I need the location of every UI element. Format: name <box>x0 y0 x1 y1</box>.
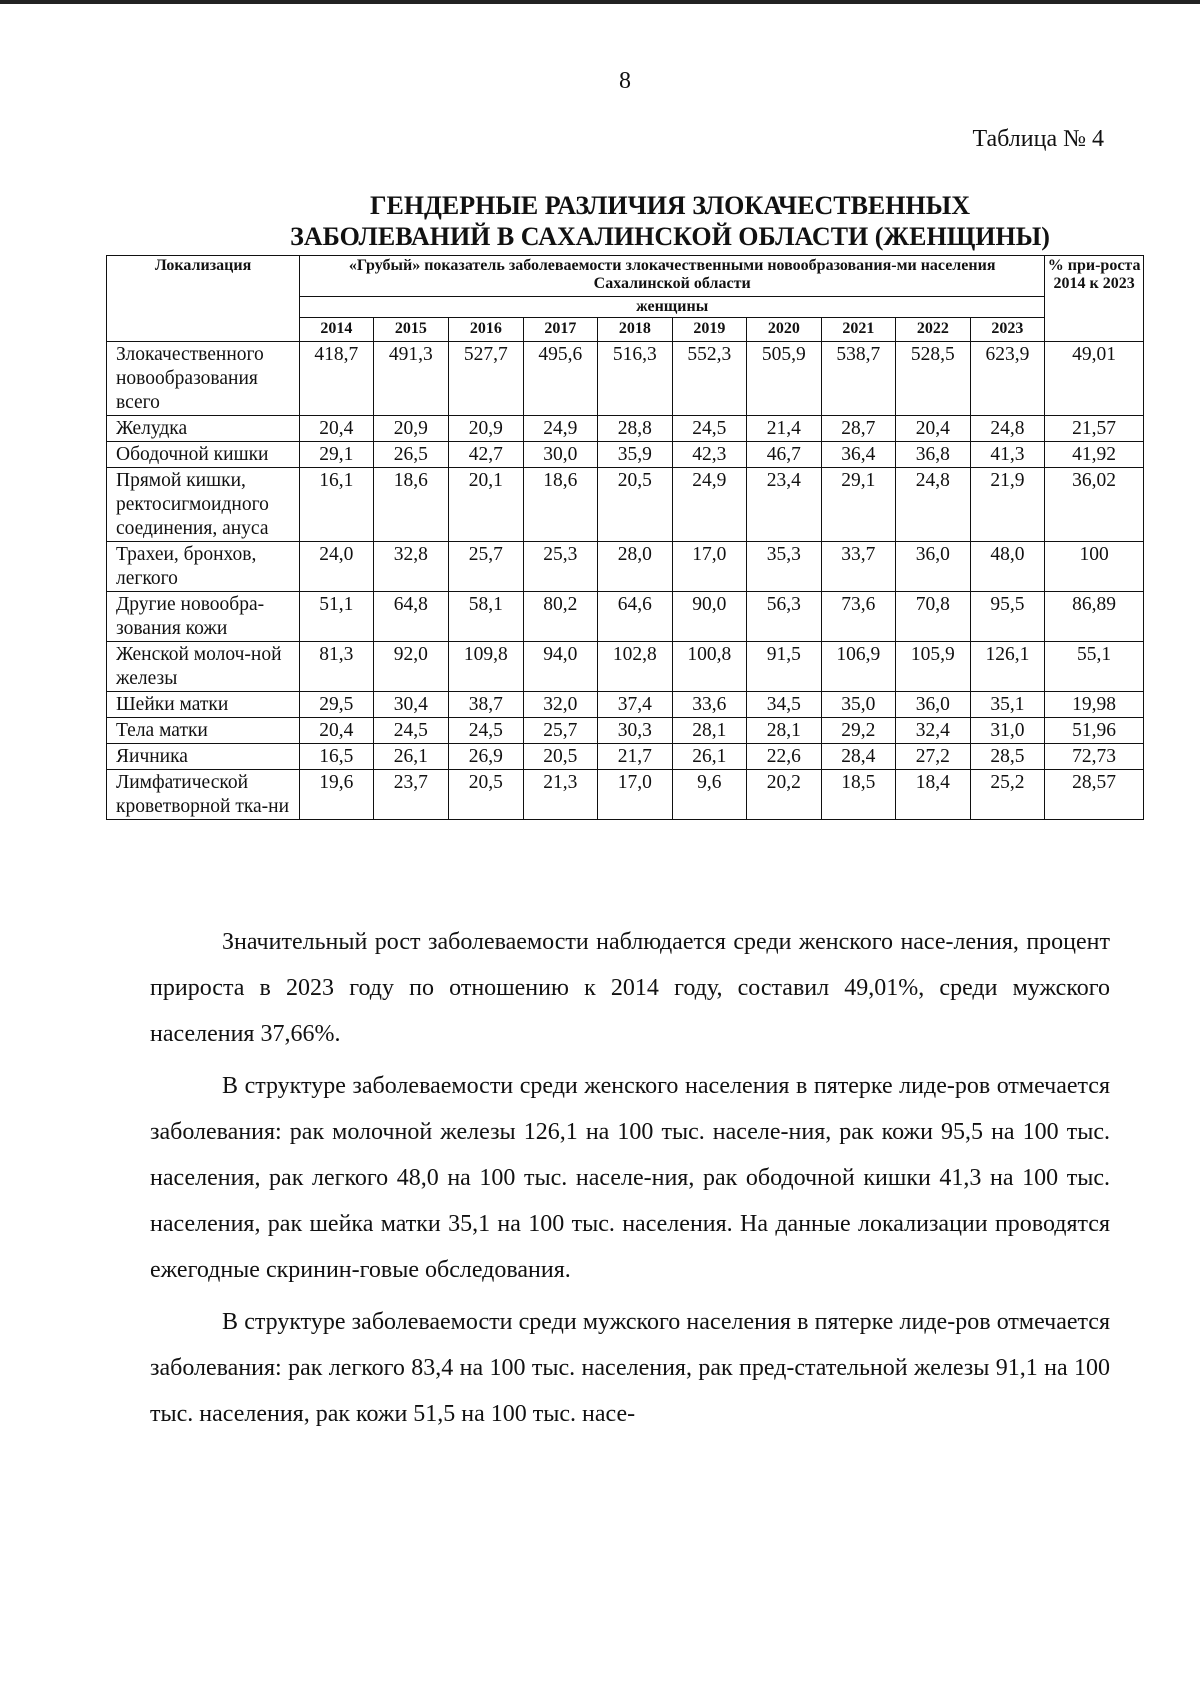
value-cell: 51,1 <box>300 592 373 642</box>
value-cell: 552,3 <box>672 342 747 416</box>
table-row <box>107 592 1144 642</box>
table-body <box>107 342 1144 820</box>
value-cell: 505,9 <box>747 342 822 416</box>
row-label: Женской молоч-ной железы <box>107 642 300 692</box>
value-cell: 109,8 <box>449 642 524 692</box>
value-cell: 25,7 <box>449 542 524 592</box>
value-cell: 100,8 <box>672 642 747 692</box>
value-cell: 25,7 <box>523 718 598 744</box>
value-cell: 42,3 <box>672 442 747 468</box>
paragraph: В структуре заболеваемости среди женского населения в пятерке лиде-ров отмечается заболевания: рак молочной железы 126,1 на 100 тыс. населе-ния, рак кожи 95,5 на 100 тыс. населения, рак легкого 48,0 на 100 тыс. населе-ния, рак ободочной кишки 41,3 на 100 тыс. населения, рак шейка матки 35,1 на 100 тыс. населения. На данные локализации проводятся ежегодные скринин-говые обследования. <box>150 1073 1110 1283</box>
value-cell: 36,0 <box>896 542 971 592</box>
value-cell: 126,1 <box>970 642 1045 692</box>
scan-edge <box>0 0 1200 4</box>
year-header: 2023 <box>970 318 1045 342</box>
incidence-table <box>106 255 1144 820</box>
value-cell: 64,8 <box>373 592 449 642</box>
growth-cell: 55,1 <box>1045 642 1144 692</box>
value-cell: 30,3 <box>598 718 673 744</box>
value-cell: 21,4 <box>747 416 822 442</box>
year-header: 2014 <box>300 318 373 342</box>
value-cell: 20,9 <box>449 416 524 442</box>
value-cell: 91,5 <box>747 642 822 692</box>
year-header: 2019 <box>672 318 747 342</box>
value-cell: 18,4 <box>896 770 971 820</box>
row-label: Желудка <box>107 416 300 442</box>
value-cell: 23,7 <box>373 770 449 820</box>
paragraph: В структуре заболеваемости среди мужского населения в пятерке лиде-ров отмечается заболевания: рак легкого 83,4 на 100 тыс. населения, рак пред-стательной железы 91,1 на 100 тыс. населения, рак кожи 51,5 на 100 тыс. насе- <box>150 1309 1110 1427</box>
value-cell: 92,0 <box>373 642 449 692</box>
value-cell: 20,4 <box>896 416 971 442</box>
table-row <box>107 718 1144 744</box>
value-cell: 26,5 <box>373 442 449 468</box>
value-cell: 538,7 <box>821 342 896 416</box>
value-cell: 73,6 <box>821 592 896 642</box>
table-row <box>107 770 1144 820</box>
value-cell: 35,9 <box>598 442 673 468</box>
growth-cell: 19,98 <box>1045 692 1144 718</box>
value-cell: 9,6 <box>672 770 747 820</box>
value-cell: 32,8 <box>373 542 449 592</box>
table-title <box>100 190 1200 252</box>
value-cell: 16,5 <box>300 744 373 770</box>
header-women: женщины <box>300 297 1045 318</box>
value-cell: 32,0 <box>523 692 598 718</box>
value-cell: 26,1 <box>373 744 449 770</box>
value-cell: 18,6 <box>523 468 598 542</box>
value-cell: 20,4 <box>300 416 373 442</box>
value-cell: 18,6 <box>373 468 449 542</box>
title-line-1: ГЕНДЕРНЫЕ РАЗЛИЧИЯ ЗЛОКАЧЕСТВЕННЫХ <box>369 191 971 220</box>
value-cell: 24,9 <box>672 468 747 542</box>
growth-cell: 100 <box>1045 542 1144 592</box>
value-cell: 41,3 <box>970 442 1045 468</box>
year-header: 2017 <box>523 318 598 342</box>
value-cell: 70,8 <box>896 592 971 642</box>
year-header: 2018 <box>598 318 673 342</box>
value-cell: 30,0 <box>523 442 598 468</box>
value-cell: 24,0 <box>300 542 373 592</box>
value-cell: 20,1 <box>449 468 524 542</box>
year-header: 2016 <box>449 318 524 342</box>
row-label: Яичника <box>107 744 300 770</box>
value-cell: 36,0 <box>896 692 971 718</box>
value-cell: 17,0 <box>672 542 747 592</box>
value-cell: 90,0 <box>672 592 747 642</box>
value-cell: 527,7 <box>449 342 524 416</box>
value-cell: 528,5 <box>896 342 971 416</box>
value-cell: 20,2 <box>747 770 822 820</box>
header-growth: % при-роста 2014 к 2023 <box>1045 256 1144 342</box>
growth-cell: 28,57 <box>1045 770 1144 820</box>
year-header: 2020 <box>747 318 822 342</box>
value-cell: 94,0 <box>523 642 598 692</box>
year-header: 2021 <box>821 318 896 342</box>
title-line-2: ЗАБОЛЕВАНИЙ В САХАЛИНСКОЙ ОБЛАСТИ (ЖЕНЩИНЫ) <box>290 222 1050 251</box>
value-cell: 24,5 <box>373 718 449 744</box>
value-cell: 105,9 <box>896 642 971 692</box>
value-cell: 17,0 <box>598 770 673 820</box>
row-label: Злокачественного новообразования всего <box>107 342 300 416</box>
header-indicator: «Грубый» показатель заболеваемости злокачественными новообразования-ми населения Сахалинской области <box>300 256 1045 297</box>
value-cell: 28,1 <box>747 718 822 744</box>
value-cell: 28,0 <box>598 542 673 592</box>
value-cell: 22,6 <box>747 744 822 770</box>
value-cell: 35,0 <box>821 692 896 718</box>
value-cell: 16,1 <box>300 468 373 542</box>
table-label: Таблица № 4 <box>972 126 1104 152</box>
value-cell: 24,8 <box>970 416 1045 442</box>
value-cell: 28,4 <box>821 744 896 770</box>
value-cell: 102,8 <box>598 642 673 692</box>
table-row <box>107 442 1144 468</box>
value-cell: 106,9 <box>821 642 896 692</box>
value-cell: 28,7 <box>821 416 896 442</box>
value-cell: 28,1 <box>672 718 747 744</box>
value-cell: 21,9 <box>970 468 1045 542</box>
value-cell: 24,5 <box>449 718 524 744</box>
value-cell: 19,6 <box>300 770 373 820</box>
value-cell: 20,5 <box>523 744 598 770</box>
table-row <box>107 744 1144 770</box>
growth-cell: 41,92 <box>1045 442 1144 468</box>
header-localization: Локализация <box>107 256 300 342</box>
value-cell: 24,9 <box>523 416 598 442</box>
value-cell: 20,5 <box>598 468 673 542</box>
value-cell: 81,3 <box>300 642 373 692</box>
value-cell: 30,4 <box>373 692 449 718</box>
growth-cell: 72,73 <box>1045 744 1144 770</box>
growth-cell: 21,57 <box>1045 416 1144 442</box>
row-label: Прямой кишки, ректосигмоидного соединения, ануса <box>107 468 300 542</box>
value-cell: 26,9 <box>449 744 524 770</box>
value-cell: 33,7 <box>821 542 896 592</box>
row-label: Шейки матки <box>107 692 300 718</box>
year-header: 2015 <box>373 318 449 342</box>
value-cell: 80,2 <box>523 592 598 642</box>
value-cell: 42,7 <box>449 442 524 468</box>
value-cell: 56,3 <box>747 592 822 642</box>
row-label: Лимфатической кроветворной тка-ни <box>107 770 300 820</box>
value-cell: 418,7 <box>300 342 373 416</box>
value-cell: 31,0 <box>970 718 1045 744</box>
value-cell: 28,8 <box>598 416 673 442</box>
value-cell: 21,7 <box>598 744 673 770</box>
value-cell: 20,5 <box>449 770 524 820</box>
table-row <box>107 342 1144 416</box>
value-cell: 95,5 <box>970 592 1045 642</box>
value-cell: 24,5 <box>672 416 747 442</box>
value-cell: 29,2 <box>821 718 896 744</box>
value-cell: 29,1 <box>821 468 896 542</box>
table-row <box>107 642 1144 692</box>
row-label: Другие новообра-зования кожи <box>107 592 300 642</box>
value-cell: 46,7 <box>747 442 822 468</box>
value-cell: 36,4 <box>821 442 896 468</box>
value-cell: 491,3 <box>373 342 449 416</box>
value-cell: 29,5 <box>300 692 373 718</box>
value-cell: 21,3 <box>523 770 598 820</box>
year-header: 2022 <box>896 318 971 342</box>
table-row <box>107 542 1144 592</box>
value-cell: 35,3 <box>747 542 822 592</box>
row-label: Трахеи, бронхов, легкого <box>107 542 300 592</box>
growth-cell: 36,02 <box>1045 468 1144 542</box>
growth-cell: 51,96 <box>1045 718 1144 744</box>
value-cell: 37,4 <box>598 692 673 718</box>
value-cell: 25,2 <box>970 770 1045 820</box>
value-cell: 64,6 <box>598 592 673 642</box>
paragraph: Значительный рост заболеваемости наблюдается среди женского насе-ления, процент прироста в 2023 году по отношению к 2014 году, составил 49,01%, среди мужского населения 37,66%. <box>150 929 1110 1047</box>
value-cell: 24,8 <box>896 468 971 542</box>
value-cell: 34,5 <box>747 692 822 718</box>
value-cell: 38,7 <box>449 692 524 718</box>
value-cell: 28,5 <box>970 744 1045 770</box>
table-row <box>107 468 1144 542</box>
value-cell: 35,1 <box>970 692 1045 718</box>
value-cell: 516,3 <box>598 342 673 416</box>
value-cell: 26,1 <box>672 744 747 770</box>
growth-cell: 49,01 <box>1045 342 1144 416</box>
value-cell: 29,1 <box>300 442 373 468</box>
growth-cell: 86,89 <box>1045 592 1144 642</box>
value-cell: 36,8 <box>896 442 971 468</box>
value-cell: 20,9 <box>373 416 449 442</box>
value-cell: 25,3 <box>523 542 598 592</box>
table-row <box>107 692 1144 718</box>
value-cell: 18,5 <box>821 770 896 820</box>
row-label: Тела матки <box>107 718 300 744</box>
body-text <box>150 919 1110 1443</box>
value-cell: 27,2 <box>896 744 971 770</box>
value-cell: 495,6 <box>523 342 598 416</box>
value-cell: 623,9 <box>970 342 1045 416</box>
value-cell: 33,6 <box>672 692 747 718</box>
value-cell: 32,4 <box>896 718 971 744</box>
value-cell: 48,0 <box>970 542 1045 592</box>
value-cell: 20,4 <box>300 718 373 744</box>
page-number: 8 <box>619 68 631 94</box>
value-cell: 58,1 <box>449 592 524 642</box>
value-cell: 23,4 <box>747 468 822 542</box>
table-row <box>107 416 1144 442</box>
row-label: Ободочной кишки <box>107 442 300 468</box>
